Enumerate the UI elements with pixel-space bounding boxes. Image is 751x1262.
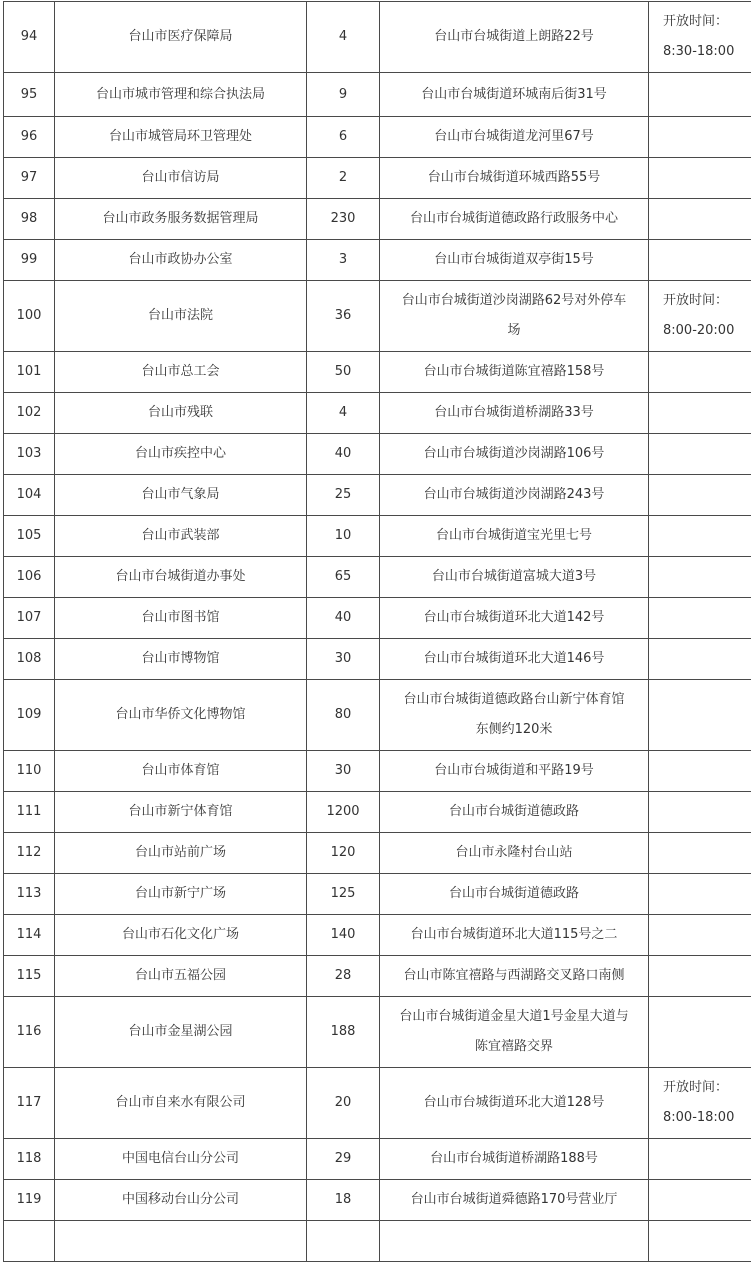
parking-count-cell: 3 [307, 240, 380, 281]
address-line: 台山市台城街道德政路行政服务中心 [384, 204, 644, 234]
unit-name-cell: 台山市博物馆 [55, 639, 307, 680]
opening-hours-line: 8:30-18:00 [663, 37, 751, 67]
address-cell [380, 1068, 649, 1139]
table-row [4, 557, 751, 598]
unit-name-cell: 台山市石化文化广场 [55, 915, 307, 956]
row-number-cell: 105 [4, 516, 55, 557]
parking-count-cell: 65 [307, 557, 380, 598]
unit-name-cell: 台山市体育馆 [55, 751, 307, 792]
address-line: 台山市台城街道德政路 [384, 797, 644, 827]
parking-count-cell: 9 [307, 73, 380, 117]
address-cell [380, 557, 649, 598]
address-cell [380, 915, 649, 956]
row-number-cell: 101 [4, 352, 55, 393]
row-number-cell: 110 [4, 751, 55, 792]
address-line: 台山市台城街道环北大道128号 [384, 1088, 644, 1118]
parking-count-cell: 29 [307, 1139, 380, 1180]
address-line: 台山市台城街道金星大道1号金星大道与 [384, 1002, 644, 1032]
table-row [4, 73, 751, 117]
row-number-cell: 108 [4, 639, 55, 680]
address-cell [380, 680, 649, 751]
parking-count-cell: 40 [307, 598, 380, 639]
row-number-cell: 116 [4, 997, 55, 1068]
address-line: 台山市台城街道桥湖路33号 [384, 398, 644, 428]
address-line: 台山市台城街道沙岗湖路106号 [384, 439, 644, 469]
row-number-cell: 115 [4, 956, 55, 997]
row-number-cell: 118 [4, 1139, 55, 1180]
row-number-cell: 104 [4, 475, 55, 516]
opening-hours-cell [649, 915, 751, 956]
opening-hours-cell [649, 751, 751, 792]
parking-count-cell: 30 [307, 639, 380, 680]
unit-name-cell: 台山市疾控中心 [55, 434, 307, 475]
opening-hours-cell [649, 1180, 751, 1221]
address-line: 台山市台城街道德政路 [384, 879, 644, 909]
address-line: 台山市台城街道舜德路170号营业厅 [384, 1185, 644, 1215]
parking-count-cell: 30 [307, 751, 380, 792]
table-row [4, 199, 751, 240]
address-line: 陈宜禧路交界 [384, 1032, 644, 1062]
address-cell [380, 1180, 649, 1221]
row-number-cell: 111 [4, 792, 55, 833]
opening-hours-cell [649, 117, 751, 158]
address-line: 场 [384, 316, 644, 346]
row-number-cell: 119 [4, 1180, 55, 1221]
unit-name-cell: 中国电信台山分公司 [55, 1139, 307, 1180]
table-row [4, 680, 751, 751]
opening-hours-cell [649, 434, 751, 475]
table-row [4, 792, 751, 833]
unit-name-cell: 台山市五福公园 [55, 956, 307, 997]
address-line: 台山市台城街道宝光里七号 [384, 521, 644, 551]
parking-count-cell: 125 [307, 874, 380, 915]
opening-hours-line: 开放时间： [663, 286, 751, 316]
address-line: 台山市台城街道富城大道3号 [384, 562, 644, 592]
opening-hours-cell [649, 874, 751, 915]
unit-name-cell: 台山市新宁体育馆 [55, 792, 307, 833]
opening-hours-line: 开放时间： [663, 7, 751, 37]
table-row [4, 516, 751, 557]
opening-hours-cell [649, 199, 751, 240]
address-line: 台山市台城街道环城西路55号 [384, 163, 644, 193]
address-line: 台山市台城街道沙岗湖路62号对外停车 [384, 286, 644, 316]
parking-count-cell: 28 [307, 956, 380, 997]
unit-name-cell: 台山市新宁广场 [55, 874, 307, 915]
unit-name-cell: 台山市城管局环卫管理处 [55, 117, 307, 158]
row-number-cell: 102 [4, 393, 55, 434]
table-row [4, 1221, 751, 1262]
table-body [4, 2, 751, 1262]
table-row [4, 352, 751, 393]
address-line: 台山市台城街道环北大道115号之二 [384, 920, 644, 950]
opening-hours-cell [649, 792, 751, 833]
opening-hours-cell [649, 73, 751, 117]
row-number-cell: 98 [4, 199, 55, 240]
table-row [4, 915, 751, 956]
address-line: 台山市台城街道上朗路22号 [384, 22, 644, 52]
address-cell [380, 393, 649, 434]
parking-count-cell: 6 [307, 117, 380, 158]
unit-name-cell: 台山市华侨文化博物馆 [55, 680, 307, 751]
opening-hours-cell [649, 516, 751, 557]
address-cell [380, 639, 649, 680]
table-row [4, 1139, 751, 1180]
table-row [4, 956, 751, 997]
row-number-cell: 114 [4, 915, 55, 956]
table-row [4, 833, 751, 874]
table-row [4, 639, 751, 680]
row-number-cell: 94 [4, 2, 55, 73]
unit-name-cell: 台山市法院 [55, 281, 307, 352]
unit-name-cell: 台山市图书馆 [55, 598, 307, 639]
row-number-cell: 106 [4, 557, 55, 598]
address-line: 台山市永隆村台山站 [384, 838, 644, 868]
parking-count-cell: 120 [307, 833, 380, 874]
unit-name-cell: 台山市金星湖公园 [55, 997, 307, 1068]
parking-count-cell: 188 [307, 997, 380, 1068]
address-cell [380, 751, 649, 792]
opening-hours-cell [649, 281, 751, 352]
address-cell [380, 240, 649, 281]
opening-hours-cell [649, 997, 751, 1068]
opening-hours-cell [649, 2, 751, 73]
address-line: 台山市台城街道陈宜禧路158号 [384, 357, 644, 387]
address-line: 台山市台城街道双亭街15号 [384, 245, 644, 275]
parking-count-cell: 4 [307, 393, 380, 434]
parking-count-cell: 40 [307, 434, 380, 475]
parking-count-cell: 36 [307, 281, 380, 352]
row-number-cell: 95 [4, 73, 55, 117]
opening-hours-cell [649, 475, 751, 516]
address-cell [380, 792, 649, 833]
address-cell [380, 874, 649, 915]
unit-name-cell: 台山市总工会 [55, 352, 307, 393]
parking-count-cell: 80 [307, 680, 380, 751]
table-row [4, 158, 751, 199]
unit-name-cell: 台山市气象局 [55, 475, 307, 516]
table-row [4, 117, 751, 158]
address-line: 台山市台城街道龙河里67号 [384, 122, 644, 152]
address-line: 台山市台城街道德政路台山新宁体育馆 [384, 685, 644, 715]
opening-hours-cell [649, 680, 751, 751]
address-line: 台山市台城街道桥湖路188号 [384, 1144, 644, 1174]
opening-hours-cell [649, 1139, 751, 1180]
parking-count-cell: 140 [307, 915, 380, 956]
table-row [4, 874, 751, 915]
row-number-cell: 113 [4, 874, 55, 915]
opening-hours-line: 8:00-18:00 [663, 1103, 751, 1133]
table-row [4, 1180, 751, 1221]
unit-name-cell: 台山市医疗保障局 [55, 2, 307, 73]
table-row [4, 393, 751, 434]
address-line: 台山市台城街道环北大道142号 [384, 603, 644, 633]
address-cell [380, 833, 649, 874]
address-line: 台山市台城街道环城南后街31号 [384, 80, 644, 110]
table-row [4, 598, 751, 639]
address-line: 台山市台城街道沙岗湖路243号 [384, 480, 644, 510]
table-row [4, 997, 751, 1068]
address-cell [380, 281, 649, 352]
address-cell [380, 117, 649, 158]
address-cell [380, 1221, 649, 1262]
opening-hours-cell [649, 833, 751, 874]
unit-name-cell: 台山市政务服务数据管理局 [55, 199, 307, 240]
address-cell [380, 598, 649, 639]
opening-hours-cell [649, 393, 751, 434]
opening-hours-cell [649, 557, 751, 598]
parking-count-cell: 50 [307, 352, 380, 393]
parking-count-cell: 18 [307, 1180, 380, 1221]
opening-hours-cell [649, 639, 751, 680]
parking-count-cell: 2 [307, 158, 380, 199]
unit-name-cell: 台山市政协办公室 [55, 240, 307, 281]
row-number-cell: 99 [4, 240, 55, 281]
table-row [4, 475, 751, 516]
address-line: 台山市台城街道和平路19号 [384, 756, 644, 786]
opening-hours-cell [649, 158, 751, 199]
address-cell [380, 956, 649, 997]
row-number-cell: 107 [4, 598, 55, 639]
row-number-cell: 117 [4, 1068, 55, 1139]
table-row [4, 281, 751, 352]
parking-count-cell: 20 [307, 1068, 380, 1139]
table-row [4, 1068, 751, 1139]
unit-name-cell: 台山市城市管理和综合执法局 [55, 73, 307, 117]
unit-name-cell [55, 1221, 307, 1262]
opening-hours-cell [649, 1221, 751, 1262]
opening-hours-line: 开放时间： [663, 1073, 751, 1103]
parking-count-cell: 1200 [307, 792, 380, 833]
address-cell [380, 997, 649, 1068]
row-number-cell: 96 [4, 117, 55, 158]
table-row [4, 2, 751, 73]
address-line: 台山市台城街道环北大道146号 [384, 644, 644, 674]
table-row [4, 751, 751, 792]
unit-name-cell: 台山市自来水有限公司 [55, 1068, 307, 1139]
parking-count-cell: 4 [307, 2, 380, 73]
table-row [4, 240, 751, 281]
parking-count-cell: 25 [307, 475, 380, 516]
address-cell [380, 158, 649, 199]
address-line: 东侧约120米 [384, 715, 644, 745]
opening-hours-line: 8:00-20:00 [663, 316, 751, 346]
unit-name-cell: 台山市信访局 [55, 158, 307, 199]
address-cell [380, 516, 649, 557]
address-line: 台山市陈宜禧路与西湖路交叉路口南侧 [384, 961, 644, 991]
row-number-cell: 112 [4, 833, 55, 874]
opening-hours-cell [649, 352, 751, 393]
opening-hours-cell [649, 956, 751, 997]
row-number-cell [4, 1221, 55, 1262]
opening-hours-cell [649, 1068, 751, 1139]
parking-count-cell [307, 1221, 380, 1262]
row-number-cell: 100 [4, 281, 55, 352]
row-number-cell: 97 [4, 158, 55, 199]
row-number-cell: 103 [4, 434, 55, 475]
table-row [4, 434, 751, 475]
parking-count-cell: 230 [307, 199, 380, 240]
address-cell [380, 199, 649, 240]
address-cell [380, 434, 649, 475]
address-cell [380, 73, 649, 117]
unit-name-cell: 中国移动台山分公司 [55, 1180, 307, 1221]
unit-name-cell: 台山市台城街道办事处 [55, 557, 307, 598]
address-cell [380, 2, 649, 73]
opening-hours-cell [649, 240, 751, 281]
unit-name-cell: 台山市残联 [55, 393, 307, 434]
unit-name-cell: 台山市武装部 [55, 516, 307, 557]
address-cell [380, 352, 649, 393]
address-cell [380, 475, 649, 516]
unit-name-cell: 台山市站前广场 [55, 833, 307, 874]
parking-count-cell: 10 [307, 516, 380, 557]
address-cell [380, 1139, 649, 1180]
parking-table [3, 1, 751, 1262]
row-number-cell: 109 [4, 680, 55, 751]
opening-hours-cell [649, 598, 751, 639]
